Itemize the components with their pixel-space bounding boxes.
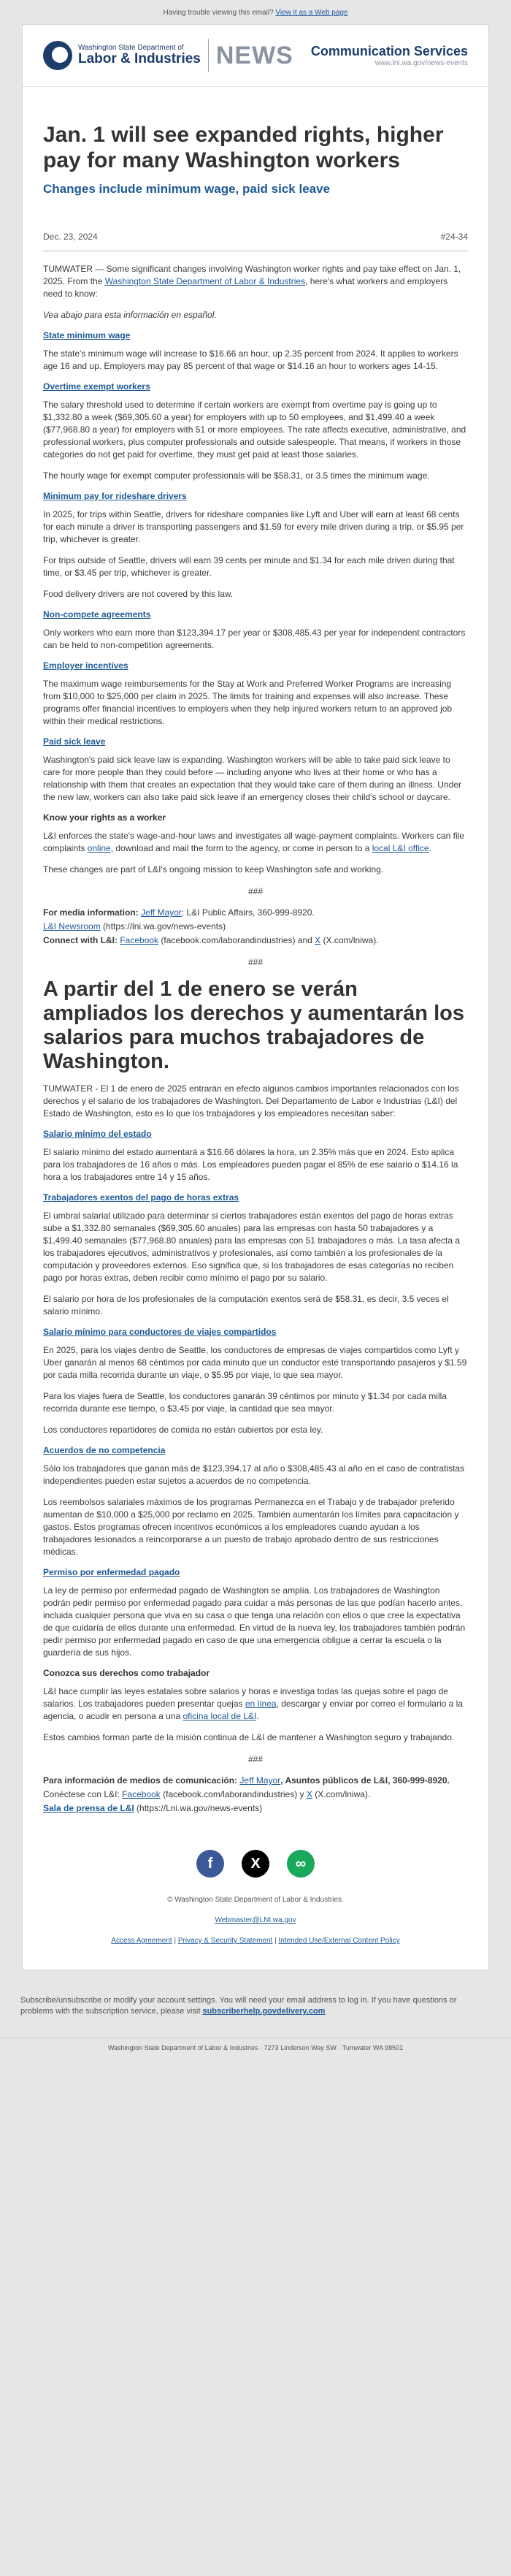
header-right xyxy=(311,44,468,67)
lni-link[interactable]: Washington State Department of Labor & Industries xyxy=(104,276,306,286)
text: . xyxy=(429,843,431,853)
intended-use-link[interactable]: Intended Use/External Content Policy xyxy=(278,1937,400,1945)
intro-text: TUMWATER — Some significant changes involving Washington worker rights and pay take effect on Jan. 1, 2025. From the xyxy=(43,264,461,286)
section-heading-permiso-enfermedad: Permiso por enfermedad pagado xyxy=(43,1567,180,1577)
spanish-title: A partir del 1 de enero se verán ampliados los derechos y aumentarán los salarios para muchos trabajadores de Washington. xyxy=(43,978,464,1073)
paragraph: These changes are part of L&I's ongoing mission to keep Washington safe and working. xyxy=(43,864,384,874)
trouble-text: Having trouble viewing this email? xyxy=(163,9,274,17)
newsroom-line xyxy=(43,921,468,933)
connect-line xyxy=(43,1788,468,1801)
section-heading-paid-sick-leave: Paid sick leave xyxy=(43,736,106,747)
paragraph: Estos cambios forman parte de la misión continua de L&I de mantener a Washington seguro y trabajando. xyxy=(43,1732,455,1742)
media-line xyxy=(43,1775,468,1787)
paragraph: El salario mínimo del estado aumentará a $16.66 dólares la hora, un 2.35% más que en 2024. Esto aplica para los trabajadores de 16 años o más. Los empleadores pueden pagar el 85% de ese salario o $14.16 la hora a los trabajadores entre 14 y 15 años. xyxy=(43,1147,458,1182)
section-heading-know-rights: Know your rights as a worker xyxy=(43,812,166,823)
card-footer xyxy=(23,1895,488,1970)
end-mark: ### xyxy=(247,886,264,896)
header-divider xyxy=(208,39,209,72)
section-heading-minimum-wage: State minimum wage xyxy=(43,330,131,340)
media-rest: , Asuntos públicos de L&I, 360-999-8920. xyxy=(280,1775,450,1786)
oficina-local-link[interactable]: oficina local de L&I xyxy=(182,1711,257,1721)
section-heading-non-compete: Non-compete agreements xyxy=(43,609,151,620)
newsroom-link[interactable]: L&I Newsroom xyxy=(43,921,101,931)
paragraph: The salary threshold used to determine if certain workers are exempt from overtime pay is going up to $1,332.80 a week ($69,305.60 a year) for employers with up to 50 employees, and $1,499.40 a week ($77,968.80 a year) for employers with 51 or more employees. The rate affects executive, administrative, and professional workers, plus computer professionals and outside salespeople. That means, if workers in those categories do not get paid for overtime, they must get paid at least those salaries. xyxy=(43,400,466,460)
address-bar: Washington State Department of Labor & Industries · 7273 Linderson Way SW · Tumwater WA 98501 xyxy=(0,2038,511,2062)
service-name: Communication Services xyxy=(310,44,468,58)
media-line xyxy=(43,907,468,919)
paragraph: Los reembolsos salariales máximos de los programas Permanezca en el Trabajo y de trabajador preferido aumentan de $10,000 a $25,000 por reclamo en 2025. También aumentarán los límites para capacitación y gastos. Estos programas ofrecen incentivos económicos a los empleadores cuando ayudan a los trabajadores lesionados a reincorporarse a un puesto de trabajo aprobado dentro de sus restricciones médicas. xyxy=(43,1497,459,1557)
paragraph: La ley de permiso por enfermedad pagado de Washington se amplía. Los trabajadores de Washington podrán pedir permiso por enfermedad pagado para cuidar a más personas de las que podían hacerlo antes, incluida cualquier persona que viva en su casa o que tenga una relación con ellos o que cree la expectativa de que cuidaría de ellos durante una enfermedad. En virtud de la nueva ley, los trabajadores también podrán pedir permiso por enfermedad pagado en caso de que una emergencia obligue a cerrar la escuela o la guardería de sus hijos. xyxy=(43,1585,466,1658)
paragraph xyxy=(43,830,468,855)
section-heading-rideshare: Minimum pay for rideshare drivers xyxy=(43,491,187,501)
subscription-text: Subscribe/unsubscribe or modify your account settings. You will need your email address to log in. If you have questions or problems with the subscription service, please visit xyxy=(20,1996,457,2016)
intro-text-end: , here's what workers and employers need to know: xyxy=(43,276,448,299)
media-info xyxy=(43,907,468,947)
newsroom-line xyxy=(43,1802,468,1815)
text: . xyxy=(256,1711,259,1721)
connect-label: Conéctese con L&I: xyxy=(43,1789,123,1799)
paragraph: The state's minimum wage will increase to $16.66 an hour, up 2.35 percent from 2024. It applies to workers age 16 and up. Employers may pay 85 percent of that wage or $14.16 an hour to workers ages 14-15. xyxy=(43,348,458,371)
org-line2: Labor & Industries xyxy=(78,51,201,67)
paragraph: For trips outside of Seattle, drivers will earn 39 cents per minute and $1.34 for each mile driven during that time, or $3.45 per trip, whichever is greater. xyxy=(43,555,455,578)
section-heading-horas-extras: Trabajadores exentos del pago de horas extras xyxy=(43,1192,239,1203)
paragraph: Sólo los trabajadores que ganan más de $123,394.17 al año o $308,485.43 al año en el caso de contratistas independientes pueden estar sujetos a acuerdos de no competencia. xyxy=(43,1463,465,1486)
paragraph: El umbral salarial utilizado para determinar si ciertos trabajadores están exentos del pago de horas extras sube a $1,332.80 semanales ($69,305.60 anuales) para las empresas con hasta 50 trabajadores y a $1,499.40 semanales ($77,968.80 anuales) para las empresas con 51 trabajadores o más. La tasa afecta a los trabajadores ejecutivos, administrativos y profesionales, así como también a los profesionales de la computación y proveedores externos. Eso significa que, si los trabajadores de esas categorías no reciben pago por horas extras, deben recibir como mínimo el pago por su salario. xyxy=(43,1211,461,1283)
spanish-intro: TUMWATER - El 1 de enero de 2025 entrarán en efecto algunos cambios importantes relacionados con los derechos y el salario de los trabajadores de Washington. Del Departamento de Labor e Industrias (L&I) del Estado de Washington, esto es lo que los trabajadores y los empleadores necesitan saber: xyxy=(43,1083,459,1119)
paragraph: In 2025, for trips within Seattle, drivers for rideshare companies like Lyft and Uber will earn at least 68 cents for each minute a driver is transporting passengers and $1.59 for every mile driven during a trip, or $5.95 per trip, whichever is greater. xyxy=(43,509,464,544)
en-linea-link[interactable]: en línea xyxy=(245,1699,277,1709)
paragraph: Washington's paid sick leave law is expanding. Washington workers will be able to take paid sick leave to care for more people than they could before — including anyone who lives at their home or who has a relationship with them that creates an expectation that they would take care of them during an illness. Under the new law, workers can also take paid sick leave if an emergency closes their child's school or daycare. xyxy=(43,755,461,802)
end-mark: ### xyxy=(247,1754,264,1764)
section-heading-overtime: Overtime exempt workers xyxy=(43,381,150,392)
paragraph: Food delivery drivers are not covered by this law. xyxy=(43,589,234,599)
paragraph: Only workers who earn more than $123,394.17 per year or $308,485.43 per year for independent contractors can be held to non-competition agreements. xyxy=(43,628,466,650)
facebook-link[interactable]: Facebook xyxy=(120,935,159,945)
text: (facebook.com/laborandindustries) and xyxy=(158,935,315,945)
article-date: Dec. 23, 2024 xyxy=(43,232,98,242)
local-office-link[interactable]: local L&I office xyxy=(372,843,429,853)
org-line1: Washington State Department of xyxy=(78,43,184,52)
text: , descargar y enviar por correo el formulario a la agencia, o acudir en persona a una xyxy=(43,1699,463,1721)
lni-logo-icon xyxy=(43,41,72,70)
email-card xyxy=(22,24,489,1970)
email-header xyxy=(23,25,488,87)
text: (X.com/lniwa). xyxy=(312,1789,371,1799)
text: (X.com/lniwa). xyxy=(320,935,379,945)
connect-label: Connect with L&I: xyxy=(43,935,118,945)
article-subtitle: Changes include minimum wage, paid sick leave xyxy=(43,182,331,196)
spanish-media-info xyxy=(43,1775,468,1815)
x-icon[interactable]: X xyxy=(242,1850,269,1878)
paragraph: En 2025, para los viajes dentro de Seattle, los conductores de empresas de viajes compartidos como Lyft y Uber ganarán al menos 68 céntimos por cada minuto que un conductor esté transportando pasajeros y $1.59 por cada milla recorrida durante un viaje, o $5.95 por viaje, lo que sea mayor. xyxy=(43,1345,467,1380)
subscription-info xyxy=(0,1970,511,2024)
section-heading-conozca-derechos: Conozca sus derechos como trabajador xyxy=(43,1668,210,1678)
spanish-note xyxy=(43,309,468,321)
sala-prensa-link[interactable]: Sala de prensa de L&I xyxy=(43,1803,134,1813)
paragraph: Los conductores repartidores de comida no están cubiertos por esta ley. xyxy=(43,1425,323,1435)
intro-paragraph xyxy=(43,263,468,300)
text: L&I hace cumplir las leyes estatales sobre salarios y horas e investiga todas las quejas sobre el pago de salarios. Los trabajadores pueden presentar quejas xyxy=(43,1686,448,1709)
access-agreement-link[interactable]: Access Agreement xyxy=(111,1937,172,1945)
media-label: Para información de medios de comunicación: xyxy=(43,1775,238,1786)
text: (facebook.com/laborandindustries) y xyxy=(160,1789,307,1799)
section-heading-viajes-compartidos: Salario mínimo para conductores de viajes compartidos xyxy=(43,1327,277,1337)
paragraph xyxy=(43,1685,468,1723)
spanish-note-text: Vea abajo para esta información en español. xyxy=(43,310,217,320)
section-heading-no-competencia: Acuerdos de no competencia xyxy=(43,1445,166,1455)
media-label: For media information: xyxy=(43,907,139,918)
newsroom-url: (https://Lni.wa.gov/news-events) xyxy=(134,1803,263,1813)
privacy-link[interactable]: Privacy & Security Statement xyxy=(177,1937,273,1945)
service-url: www.lni.wa.gov/news-events xyxy=(374,59,468,67)
article-meta xyxy=(43,232,468,242)
copyright: © Washington State Department of Labor & Industries. xyxy=(167,1896,344,1904)
media-contact-link[interactable]: Jeff Mayor xyxy=(141,907,182,918)
newsroom-url: (https://lni.wa.gov/news-events) xyxy=(100,921,226,931)
news-label: NEWS xyxy=(215,41,293,69)
section-heading-salario-minimo: Salario mínimo del estado xyxy=(43,1129,152,1139)
link-icon[interactable]: ∞ xyxy=(287,1850,315,1878)
x-link[interactable]: X xyxy=(315,935,321,945)
org-logo-text xyxy=(78,45,201,66)
facebook-icon[interactable]: f xyxy=(196,1850,224,1878)
top-bar xyxy=(0,0,511,24)
end-mark: ### xyxy=(247,957,264,967)
subscriber-help-link[interactable]: subscriberhelp.govdelivery.com xyxy=(202,2007,326,2016)
view-web-link[interactable]: View it as a Web page xyxy=(275,9,348,17)
paragraph: The hourly wage for exempt computer professionals will be $58.31, or 3.5 times the minimum wage. xyxy=(43,470,430,481)
webmaster-link[interactable]: Webmaster@LNI.wa.gov xyxy=(215,1916,296,1924)
facebook-link[interactable]: Facebook xyxy=(122,1789,161,1799)
article-number: #24-34 xyxy=(440,232,468,242)
text: L&I enforces the state's wage-and-hour laws and investigates all wage-payment complaints. Workers can file complaints xyxy=(43,831,465,853)
paragraph: The maximum wage reimbursements for the Stay at Work and Preferred Worker Programs are increasing from $10,000 to $25,000 per claim in 2025. The limits for training and expenses will also increase. These programs offer financial incentives to employers when they help injured workers return to an approved job within their medical restrictions. xyxy=(43,679,453,726)
webmaster-line xyxy=(23,1916,488,1926)
article-title: Jan. 1 will see expanded rights, higher pay for many Washington workers xyxy=(43,123,444,172)
email-body xyxy=(23,87,488,1824)
online-link[interactable]: online xyxy=(87,843,111,853)
text: , download and mail the form to the agency, or come in person to a xyxy=(110,843,372,853)
social-icons xyxy=(23,1824,488,1895)
connect-line xyxy=(43,934,468,947)
policy-links: Access Agreement | Privacy & Security Statement | Intended Use/External Content Policy xyxy=(111,1937,400,1945)
media-rest: ; L&I Public Affairs, 360-999-8920. xyxy=(181,907,315,918)
paragraph: El salario por hora de los profesionales de la computación exentos será de $58.31, es decir, 3.5 veces el salario mínimo. xyxy=(43,1294,449,1316)
media-contact-link[interactable]: Jeff Mayor xyxy=(239,1775,281,1786)
section-heading-employer-incentives: Employer incentives xyxy=(43,660,128,671)
x-link[interactable]: X xyxy=(306,1789,312,1799)
paragraph: Para los viajes fuera de Seattle, los conductores ganarán 39 céntimos por minuto y $1.34 por cada milla recorrida durante ese tiempo, o $3.45 por viaje, la cantidad que sea mayor. xyxy=(43,1391,447,1414)
